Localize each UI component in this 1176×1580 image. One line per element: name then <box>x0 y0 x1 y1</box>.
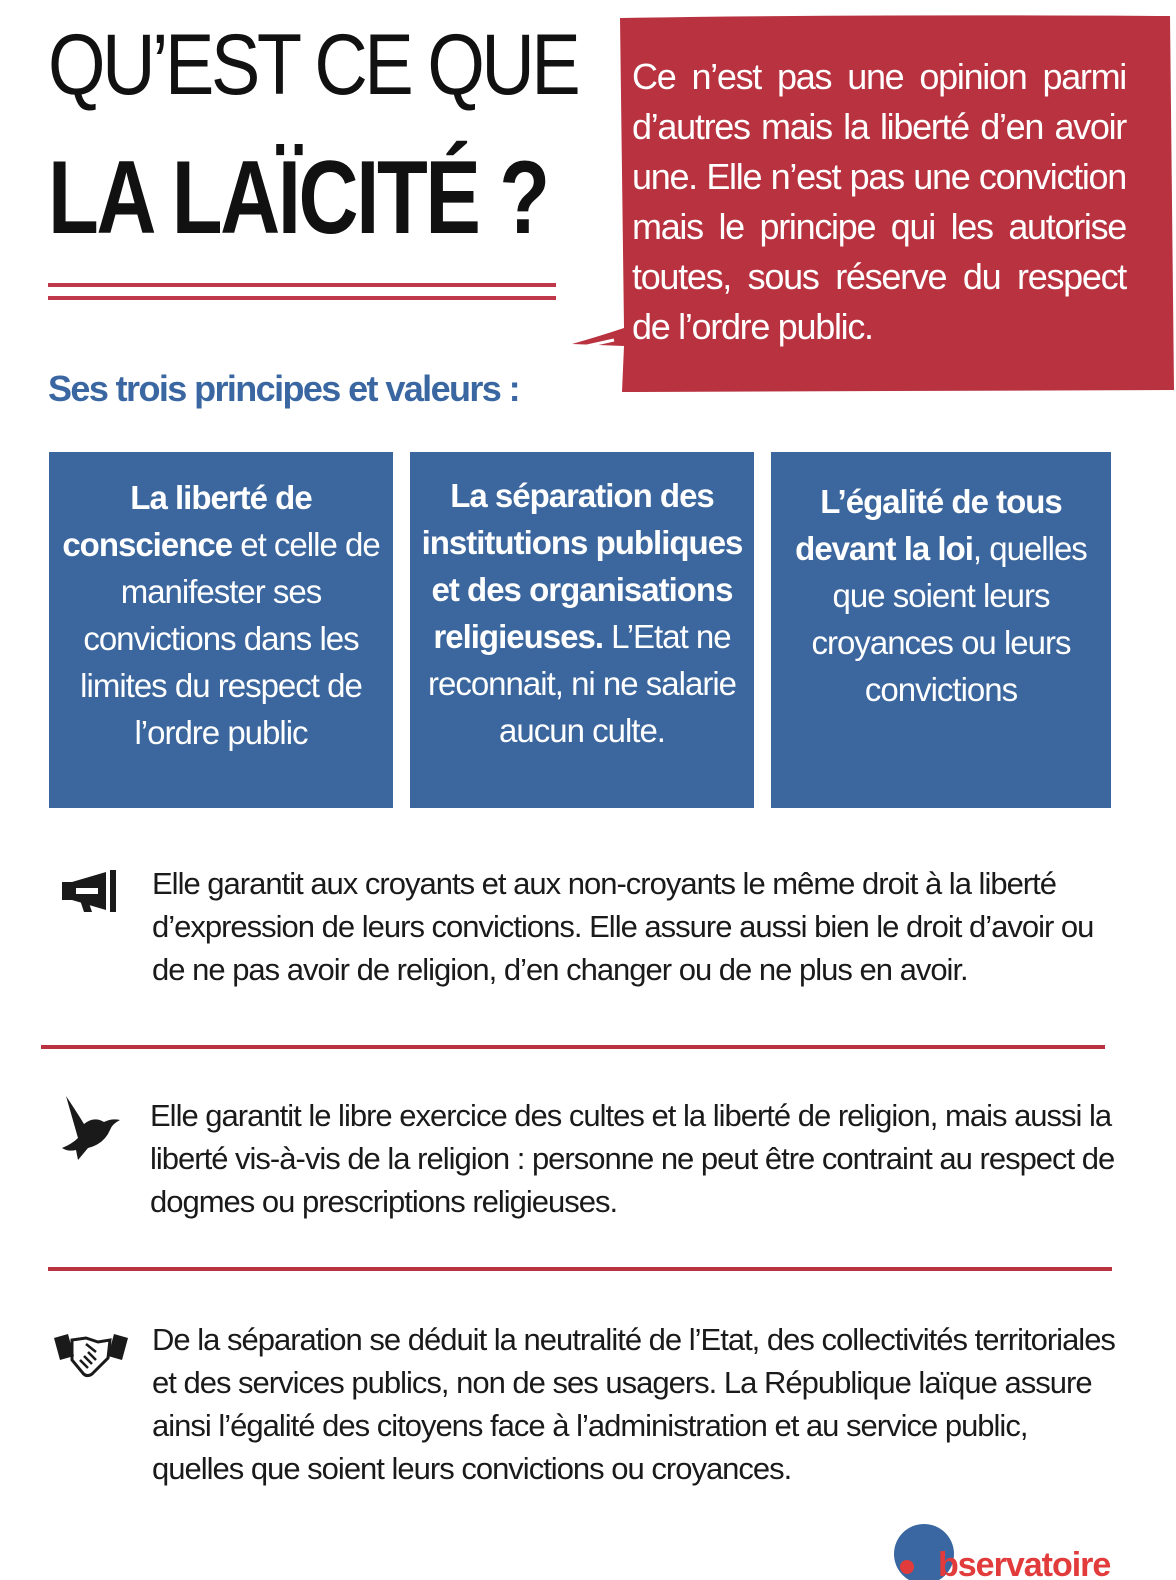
logo-text: bservatoire <box>938 1546 1111 1580</box>
principle-bold: L’égalité de tous devant la loi <box>795 483 1062 567</box>
separator-2 <box>48 1267 1112 1271</box>
megaphone-icon <box>62 868 120 916</box>
principle-box-separation <box>410 452 754 808</box>
principle-box-liberty <box>49 452 393 808</box>
logo-dot <box>900 1560 914 1574</box>
paragraph-religion: Elle garantit le libre exercice des cultes et la liberté de religion, mais aussi la liberté vis-à-vis de la religion : personne ne peut être contraint au respect de dogmes ou prescriptions religieuses. <box>150 1098 1115 1219</box>
separator-1 <box>41 1045 1105 1049</box>
principle-bold: La séparation des institutions publiques et des organisations religieuses. <box>421 477 743 655</box>
paragraph-neutrality: De la séparation se déduit la neutralité de l’Etat, des collectivités territoriales et des services publics, non de ses usagers. La République laïque assure ainsi l’égalité des citoyens face à l’administration et au service public, quelles que soient leurs convictions ou croyances. <box>152 1322 1115 1486</box>
dove-icon <box>60 1094 124 1160</box>
principles-heading: Ses trois principes et valeurs : <box>48 368 520 409</box>
principle-text: et celle de manifester ses convictions dans les limites du respect de l’ordre public <box>80 526 380 751</box>
title-line-1: QU’EST CE QUE <box>48 17 578 113</box>
title-line-2: LA LAÏCITÉ ? <box>48 140 548 256</box>
principle-text: L’Etat ne reconnait, ni ne salarie aucun culte. <box>427 618 737 749</box>
handshake-icon <box>52 1330 130 1382</box>
principle-box-equality <box>771 452 1111 808</box>
principle-bold: La liberté de conscience <box>62 479 312 563</box>
title-underline-bottom <box>48 296 556 300</box>
definition-text: Ce n’est pas une opinion parmi d’autres mais la liberté d’en avoir une. Elle n’est pas une conviction mais le principe qui les autorise toutes, sous réserve du respect de l’ordre public. <box>632 56 1126 347</box>
title-underline-top <box>48 283 556 287</box>
paragraph-expression: Elle garantit aux croyants et aux non-croyants le même droit à la liberté d’expression de leurs convictions. Elle assure aussi bien le droit d’avoir ou de ne pas avoir de religion, d’en changer ou de ne plus en avoir. <box>152 866 1094 987</box>
observatoire-logo <box>890 1520 1176 1580</box>
principle-text: , quelles que soient leurs croyances ou leurs convictions <box>811 530 1087 708</box>
